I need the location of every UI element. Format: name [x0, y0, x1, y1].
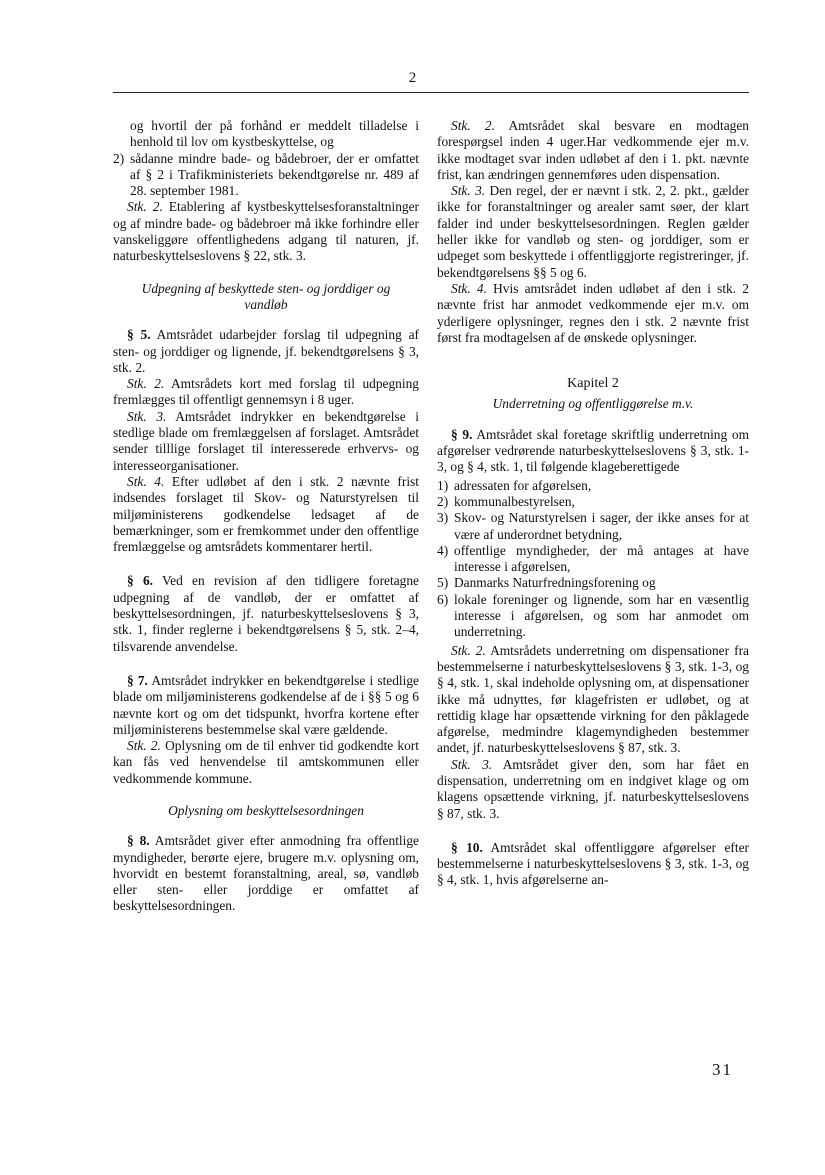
- stk-paragraph: [113, 738, 419, 787]
- list-item: [437, 543, 749, 576]
- list-item-number: 1): [437, 477, 449, 493]
- left-column: [113, 118, 419, 915]
- section-text: Amtsrådet skal offentliggøre afgørelser efter bestemmelserne i naturbeskyttelseslovens § 3, stk. 1-3, og § 4, stk. 1, hvis afgørelserne an-: [437, 839, 749, 888]
- stk-paragraph: [437, 183, 749, 281]
- list-item-text: adressaten for afgørelsen,: [454, 477, 592, 493]
- section-heading: Udpegning af beskyttede sten- og jorddiger og vandløb: [141, 280, 391, 312]
- chapter-subtitle: Underretning og offentliggørelse m.v.: [492, 396, 694, 412]
- stk-text: Hvis amtsrådet inden udløbet af den i stk. 2 nævnte frist har anmodet vedkommende ejer m.v. om yderligere oplysninger, regnes den i stk. 2 nævnte frist først fra modtagelsen af de ønskede oplysninger.: [437, 280, 749, 345]
- stk-paragraph: [437, 118, 749, 183]
- list-item: [437, 592, 749, 641]
- section-10-paragraph: [437, 840, 749, 889]
- list-item-number: 4): [437, 542, 449, 558]
- list-item-number: 6): [437, 591, 449, 607]
- list-item-number: 3): [437, 510, 449, 526]
- section-text: Amtsrådet indrykker en bekendtgørelse i stedlige blade om miljøministerens godkendelse af de i §§ 5 og 6 nævnte kort og om det tidspunkt, hvorfra kortene efter miljøministerens bestemmelse skal være gældende.: [113, 672, 420, 737]
- section-7-paragraph: [113, 673, 419, 738]
- section-label: § 8.: [127, 833, 150, 849]
- page-number-top: 2: [408, 70, 417, 86]
- stk-label: Stk. 3.: [127, 408, 167, 424]
- section-6-paragraph: [113, 573, 419, 654]
- stk-text: Efter udløbet af den i stk. 2 nævnte frist indsendes forslaget til Skov- og Naturstyrelsen til miljøministerens godkendelse ledsaget af de bemærkninger, som er fremkommet under den offentlige fremlæggelse og amtsrådets kommentarer hertil.: [113, 473, 419, 555]
- list-item-text: Skov- og Naturstyrelsen i sager, der ikke anses for at være af underordnet betydning,: [454, 510, 749, 542]
- list-item-number: 5): [437, 575, 449, 591]
- stk-paragraph: [113, 474, 419, 555]
- stk-text: Den regel, der er nævnt i stk. 2, 2. pkt., gælder ikke for foranstaltninger og arealer samt søer, der klart falder ind under beskyttelsesordningen. Reglen gælder heller ikke for vandløb og sten- og jorddiger, som er udpeget som beskyttede i offentliggjorte registreringer, jf. bekendtgørelsens §§ 5 og 6.: [437, 183, 749, 280]
- section-text: Amtsrådet giver efter anmodning fra offentlige myndigheder, berørte ejere, brugere m.v. oplysning om, hvorvidt en bestemt foranstaltning, areal, sø, vandløb eller sten- eller jorddige er omfattet af beskyttelsesordningen.: [113, 833, 419, 914]
- section-8-paragraph: [113, 833, 419, 914]
- stk-label: Stk. 2.: [127, 376, 165, 392]
- section-heading: Oplysning om beskyttelsesordningen: [168, 802, 364, 818]
- list-item: [437, 510, 749, 543]
- paragraph-continuation: og hvortil der på forhånd er meddelt tilladelse i henhold til lov om kystbeskyttelse, og: [130, 118, 419, 150]
- section-text: Amtsrådet udarbejder forslag til udpegning af sten- og jorddiger og lignende, jf. bekendtgørelsens § 3, stk. 2.: [113, 327, 420, 375]
- stk-label: Stk. 2.: [451, 642, 486, 658]
- section-text: Amtsrådet skal foretage skriftlig underretning om afgørelser vedrørende naturbeskyttelseslovens § 3, stk. 1-3, og § 4, stk. 1, til følgende klageberettigede: [437, 426, 749, 475]
- list-item-text: Danmarks Naturfredningsforening og: [454, 575, 656, 591]
- stk-text: Amtsrådet giver den, som har fået en dispensation, underretning om en indgivet klage og om klagens opsættende virkning, jf. naturbeskyttelseslovens § 87, stk. 3.: [437, 756, 749, 821]
- list-item-text: sådanne mindre bade- og bådebroer, der er omfattet af § 2 i Trafikministeriets bekendtgørelse nr. 489 af 28. september 1981.: [130, 150, 419, 199]
- stk-text: Amtsrådets kort med forslag til udpegning fremlægges til offentligt gennemsyn i 8 uger.: [113, 376, 419, 408]
- stk-text: Etablering af kystbeskyttelsesforanstaltninger og af mindre bade- og bådebroer må ikke forhindre eller vanskeliggøre offentlighedens adgang til naturen, jf. naturbeskyttelseslovens § 22, stk. 3.: [113, 199, 419, 264]
- stk-label: Stk. 2.: [127, 738, 161, 754]
- list-item-number: 2): [113, 150, 125, 166]
- list-item-number: 2): [437, 493, 449, 509]
- section-label: § 10.: [451, 839, 483, 855]
- section-label: § 9.: [451, 426, 473, 442]
- section-9-paragraph: [437, 427, 749, 476]
- list-item: [113, 151, 419, 200]
- list-item-text: lokale foreninger og lignende, som har en væsentlig interesse i afgørelsen, og som har anmodet om underretning.: [454, 591, 749, 640]
- stk-label: Stk. 2.: [127, 199, 163, 215]
- stk-label: Stk. 4.: [127, 473, 165, 489]
- list-item: [437, 575, 749, 591]
- stk-paragraph: [437, 643, 749, 757]
- page-number-bottom: 31: [712, 1060, 733, 1079]
- section-5-paragraph: [113, 327, 419, 376]
- chapter-title: Kapitel 2: [567, 376, 619, 392]
- section-label: § 7.: [127, 672, 148, 688]
- stk-text: Amtsrådets underretning om dispensationer fra bestemmelserne i naturbeskyttelseslovens § 3, stk. 1-3, og § 4, stk. 1, skal indeholde oplysning om, at dispensationer ikke må udnyttes, før klagefristen er udløbet, og at rettidig klage har opsættende virkning for den påklagede afgørelse, medmindre klagemyndigheden bestemmer andet, jf. naturbeskyttelseslovens § 87, stk. 3.: [437, 642, 749, 756]
- section-text: Ved en revision af den tidligere foretagne udpegning af de vandløb, der er omfattet af beskyttelsesordningen, jf. naturbeskyttelseslovens § 3, stk. 1, finder reglerne i bekendtgørelsens § 5, stk. 2–4, tilsvarende anvendelse.: [113, 573, 419, 654]
- header-rule: [113, 92, 749, 93]
- recipient-list: [437, 478, 749, 641]
- section-label: § 6.: [127, 573, 153, 589]
- list-item-text: kommunalbestyrelsen,: [454, 493, 575, 509]
- section-label: § 5.: [127, 327, 151, 343]
- right-column: [437, 118, 749, 889]
- stk-paragraph: [437, 757, 749, 822]
- stk-label: Stk. 3.: [451, 183, 486, 199]
- stk-paragraph: [113, 409, 419, 474]
- stk-text: Amtsrådet skal besvare en modtagen forespørgsel inden 4 uger.Har vedkommende ejer m.v. ikke modtaget svar inden udløbet af den i 1. pkt. nævnte frist, kan ændringen gennemføres uden dispensation.: [437, 118, 749, 182]
- stk-text: Amtsrådet indrykker en bekendtgørelse i stedlige blade om fremlæggelsen af forslaget. Amtsrådet sender tilllige forslaget til interesserede erhvervs- og interesseorganisationer.: [113, 408, 419, 473]
- stk-text: Oplysning om de til enhver tid godkendte kort kan fås ved henvendelse til amtskommunen eller vedkommende kommune.: [113, 738, 419, 786]
- list-item-text: offentlige myndigheder, der må antages at have interesse i afgørelsen,: [454, 542, 749, 575]
- stk-paragraph: [437, 281, 749, 346]
- stk-label: Stk. 4.: [451, 280, 487, 296]
- list-item: [437, 494, 749, 510]
- stk-label: Stk. 3.: [451, 756, 493, 772]
- stk-paragraph: [113, 376, 419, 409]
- stk-paragraph: [113, 199, 419, 264]
- stk-label: Stk. 2.: [451, 118, 495, 133]
- list-item: [437, 478, 749, 494]
